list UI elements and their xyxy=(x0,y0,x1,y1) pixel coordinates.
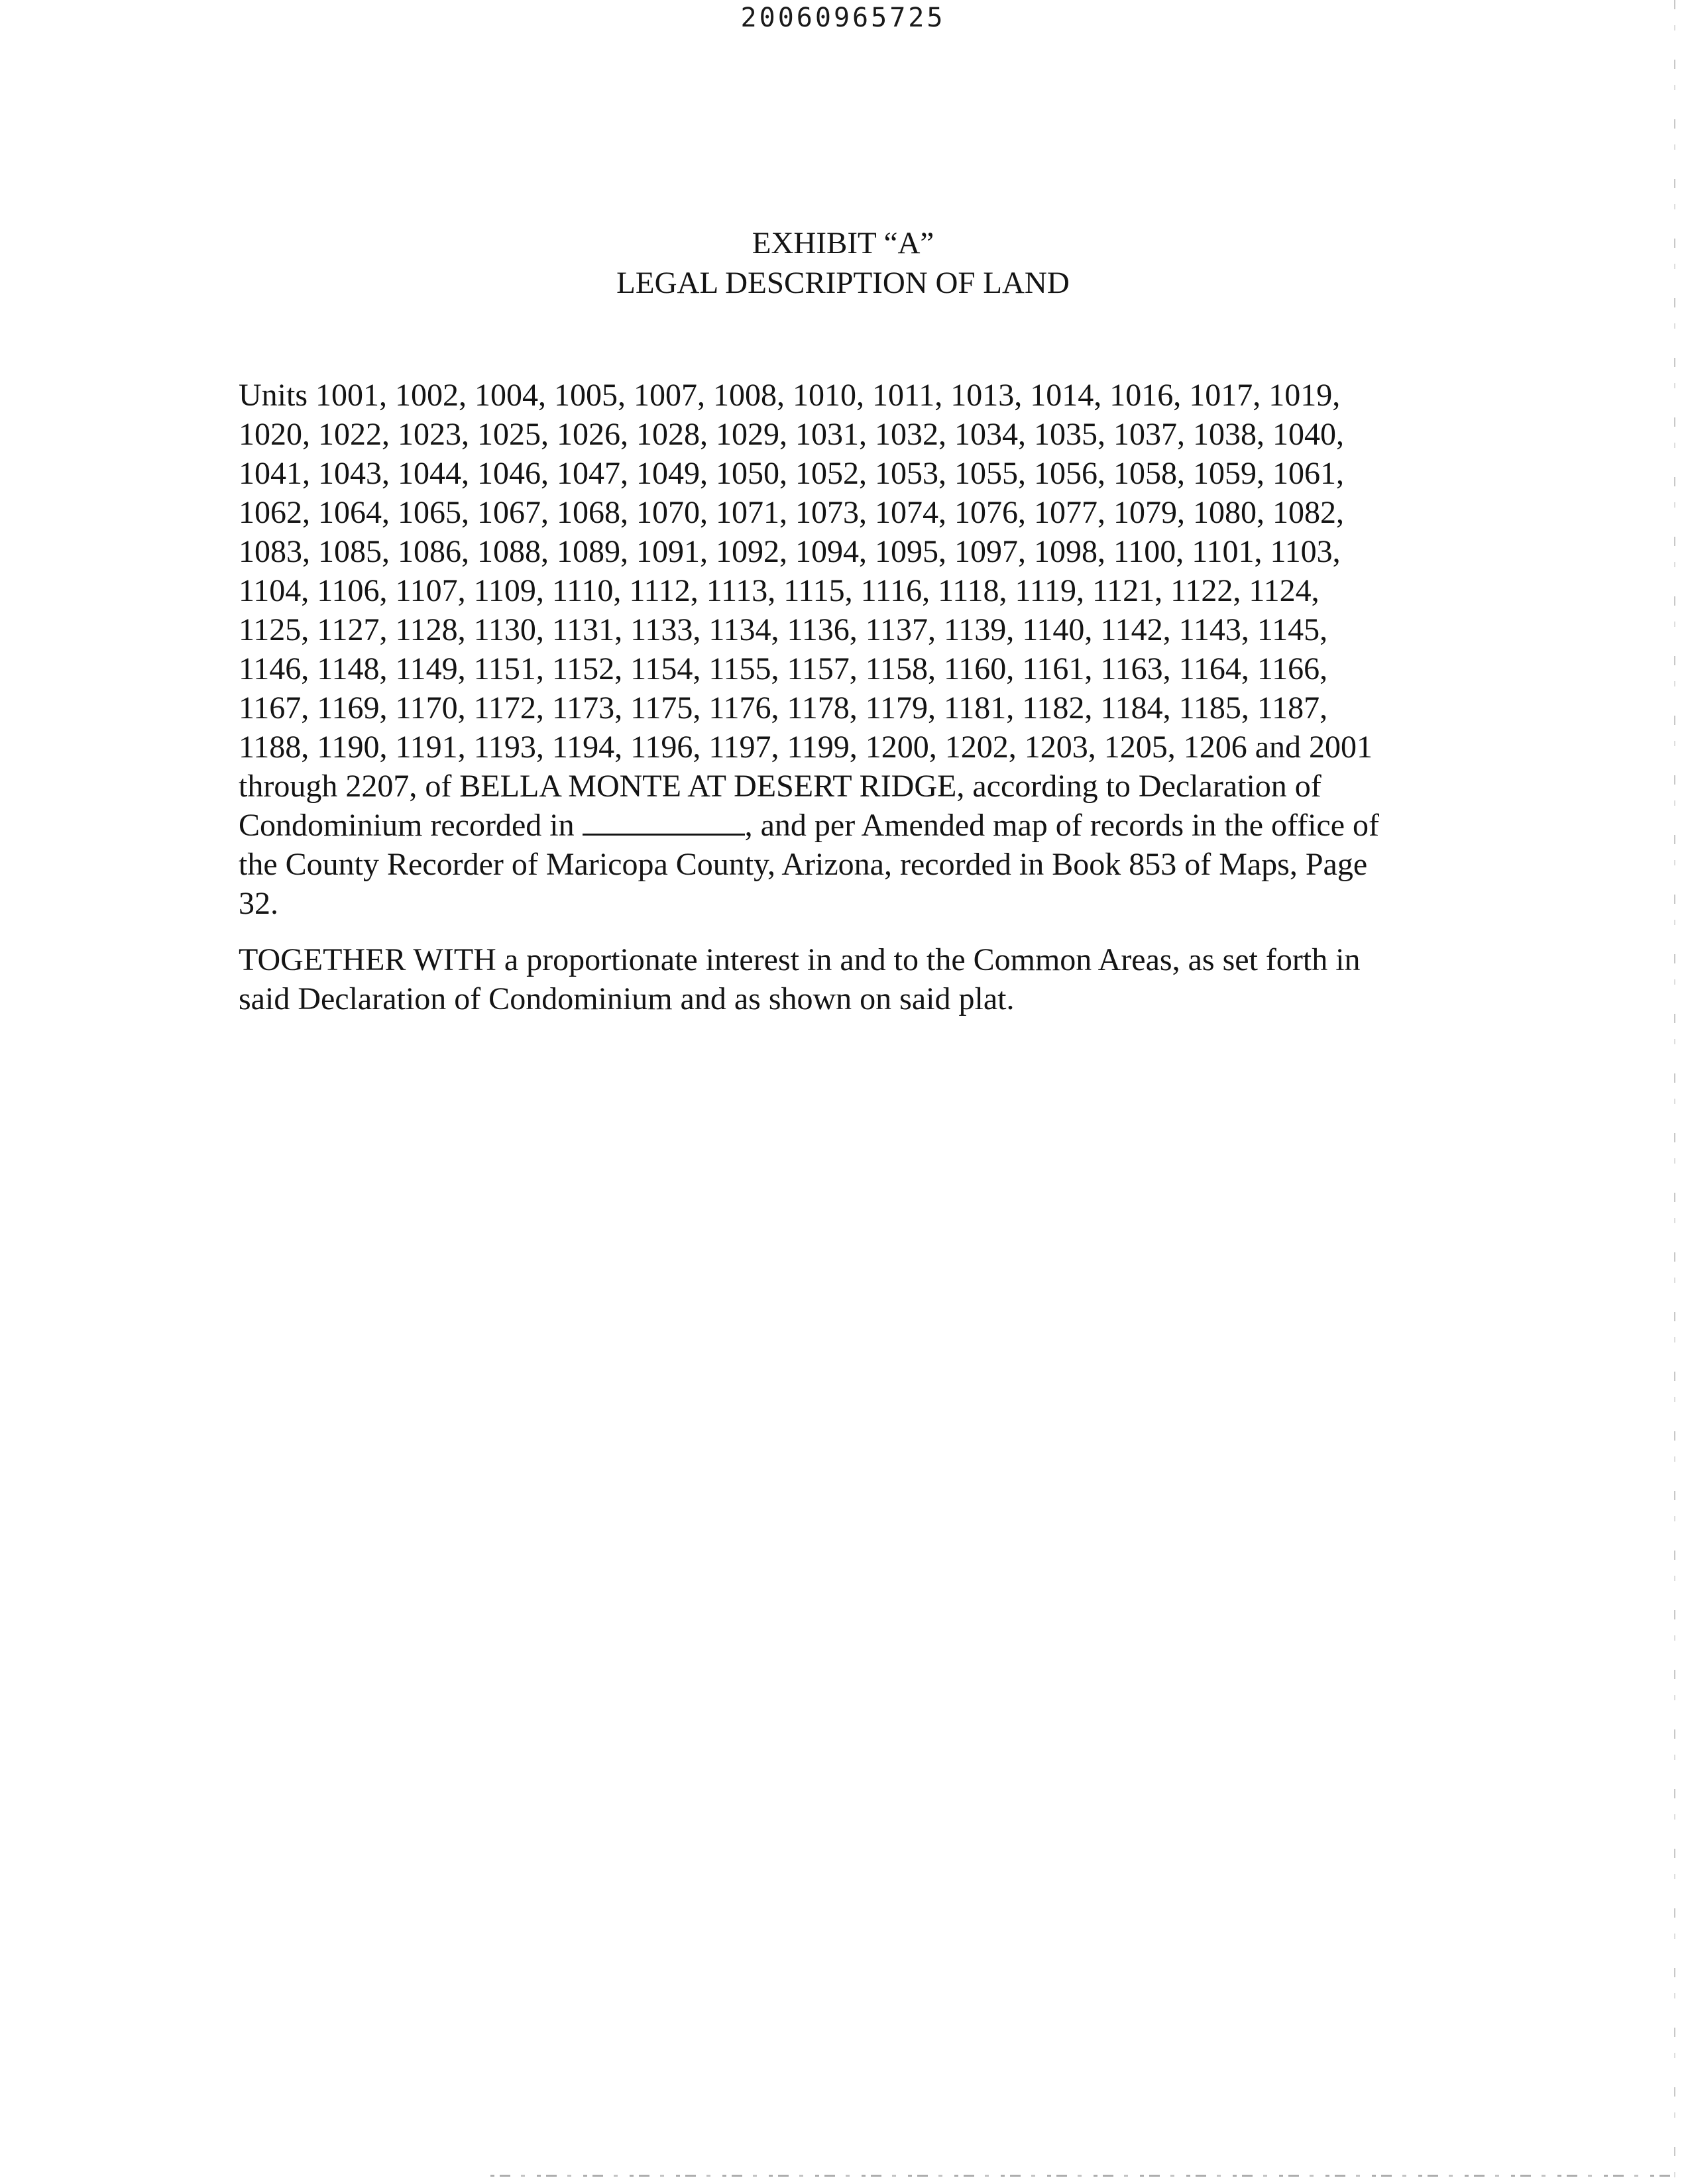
paragraph-line: TOGETHER WITH a proportionate interest in and to the Common Areas, as set forth in xyxy=(239,942,1361,977)
paragraph-line: 1167, 1169, 1170, 1172, 1173, 1175, 1176, 1178, 1179, 1181, 1182, 1184, 1185, 1187, xyxy=(239,690,1328,726)
exhibit-title: EXHIBIT “A” xyxy=(752,226,934,260)
paragraph-line-with-blank xyxy=(239,806,1432,845)
text-after-blank: , and per Amended map of records in the office of xyxy=(744,808,1380,843)
paragraph-line: 1146, 1148, 1149, 1151, 1152, 1154, 1155, 1157, 1158, 1160, 1161, 1163, 1164, 1166, xyxy=(239,651,1328,686)
paragraph-line: 1125, 1127, 1128, 1130, 1131, 1133, 1134, 1136, 1137, 1139, 1140, 1142, 1143, 1145, xyxy=(239,612,1328,647)
scan-edge-artifact xyxy=(1674,0,1675,2184)
paragraph-line: 1188, 1190, 1191, 1193, 1194, 1196, 1197, 1199, 1200, 1202, 1203, 1205, 1206 and 2001 xyxy=(239,730,1373,765)
scan-bottom-artifact xyxy=(490,2175,1670,2177)
recording-number: 20060965725 xyxy=(740,3,946,33)
paragraph-line: the County Recorder of Maricopa County, Arizona, recorded in Book 853 of Maps, Page xyxy=(239,847,1368,882)
paragraph-line: 1083, 1085, 1086, 1088, 1089, 1091, 1092, 1094, 1095, 1097, 1098, 1100, 1101, 1103, xyxy=(239,534,1341,569)
paragraph-line: 1104, 1106, 1107, 1109, 1110, 1112, 1113, 1115, 1116, 1118, 1119, 1121, 1122, 1124, xyxy=(239,573,1320,608)
blank-recording-field xyxy=(583,807,745,836)
paragraph-line: said Declaration of Condominium and as shown on said plat. xyxy=(239,981,1015,1016)
common-areas-paragraph xyxy=(239,940,1432,1018)
paragraph-line: 1062, 1064, 1065, 1067, 1068, 1070, 1071, 1073, 1074, 1076, 1077, 1079, 1080, 1082, xyxy=(239,495,1344,530)
paragraph-line: 32. xyxy=(239,886,278,921)
legal-description-paragraph xyxy=(239,376,1432,923)
paragraph-line: 1020, 1022, 1023, 1025, 1026, 1028, 1029, 1031, 1032, 1034, 1035, 1037, 1038, 1040, xyxy=(239,417,1344,452)
paragraph-line: Units 1001, 1002, 1004, 1005, 1007, 1008, 1010, 1011, 1013, 1014, 1016, 1017, 1019, xyxy=(239,378,1341,413)
exhibit-subtitle: LEGAL DESCRIPTION OF LAND xyxy=(616,266,1070,300)
paragraph-line: through 2207, of BELLA MONTE AT DESERT RIDGE, according to Declaration of xyxy=(239,769,1321,804)
text-before-blank: Condominium recorded in xyxy=(239,808,583,843)
paragraph-line: 1041, 1043, 1044, 1046, 1047, 1049, 1050, 1052, 1053, 1055, 1056, 1058, 1059, 1061, xyxy=(239,456,1344,491)
